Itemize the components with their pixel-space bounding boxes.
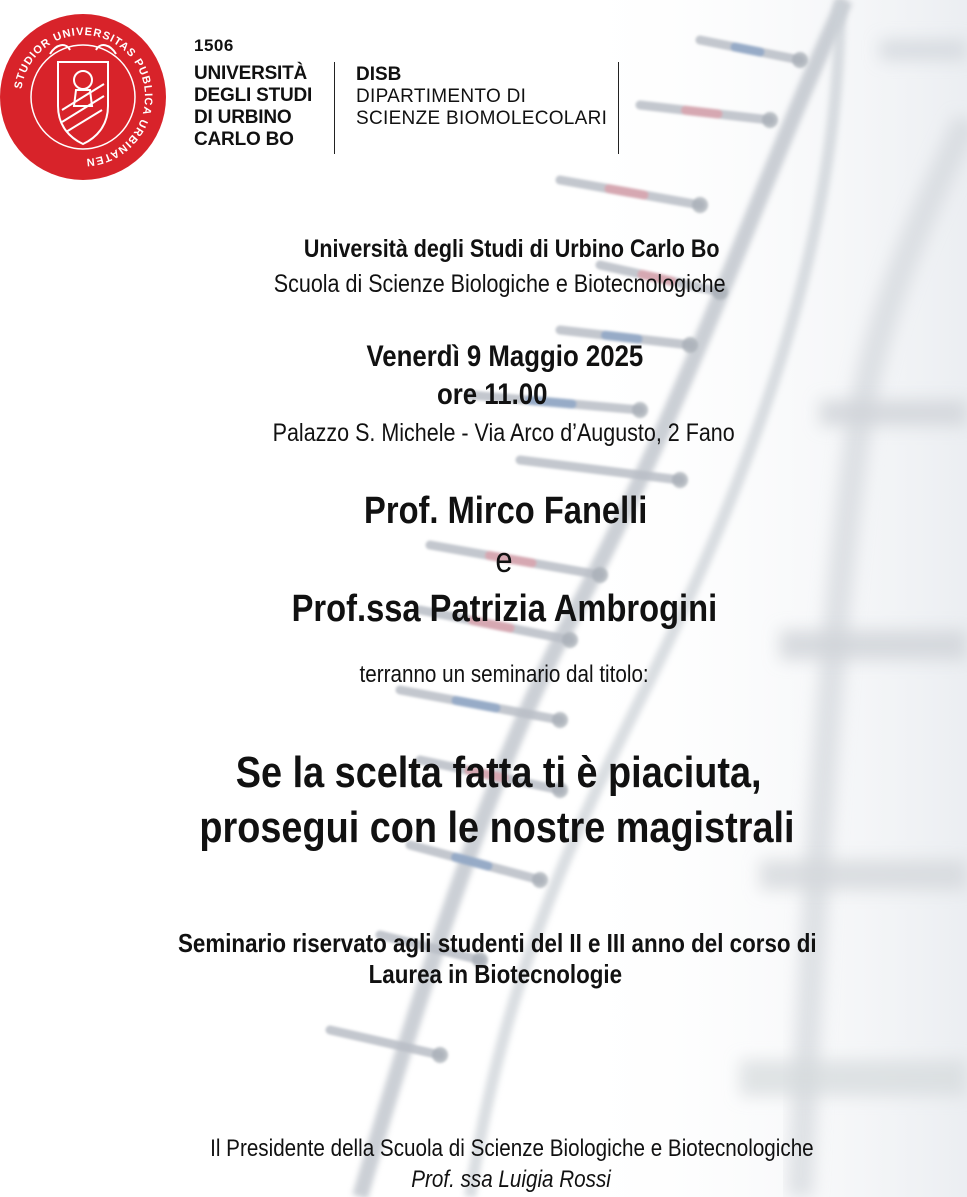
speaker-1: Prof. Mirco Fanelli — [363, 490, 648, 532]
department-name-line: DIPARTIMENTO DI — [356, 86, 527, 107]
footer-signatory: Prof. ssa Luigia Rossi — [411, 1166, 612, 1193]
seal-text: STUDIOR UNIVERSITAS PUBLICA URBINATEN — [12, 25, 155, 169]
school-name: Scuola di Scienze Biologiche e Biotecnologiche — [273, 270, 726, 298]
department-name-line: SCIENZE BIOMOLECOLARI — [356, 108, 608, 129]
speaker-conjunction: e — [495, 539, 514, 580]
footer-role: Il Presidente della Scuola di Scienze Biologiche e Biotecnologiche — [209, 1135, 814, 1162]
notice-line: Seminario riservato agli studenti del II e III anno del corso di — [178, 928, 817, 958]
event-time: ore 11.00 — [437, 378, 548, 411]
notice-line: Laurea in Biotecnologie — [368, 959, 623, 989]
university-name-line: DI URBINO — [194, 107, 292, 128]
event-location: Palazzo S. Michele - Via Arco d’Augusto, 2 Fano — [272, 419, 735, 447]
seminar-title-line: Se la scelta fatta ti è piaciuta, — [235, 748, 762, 797]
seminar-lead-in: terranno un seminario dal titolo: — [359, 661, 650, 688]
university-name-line: UNIVERSITÀ — [194, 63, 308, 84]
university-founding-year: 1506 — [194, 36, 234, 55]
event-date: Venerdì 9 Maggio 2025 — [366, 340, 643, 373]
seminar-title-line: prosegui con le nostre magistrali — [198, 803, 795, 852]
department-abbreviation: DISB — [356, 64, 402, 85]
university-name-line: CARLO BO — [194, 129, 294, 150]
university-name-line: DEGLI STUDI — [194, 85, 313, 106]
university-heading: Università degli Studi di Urbino Carlo Bo — [303, 235, 720, 263]
speaker-2: Prof.ssa Patrizia Ambrogini — [291, 588, 718, 630]
